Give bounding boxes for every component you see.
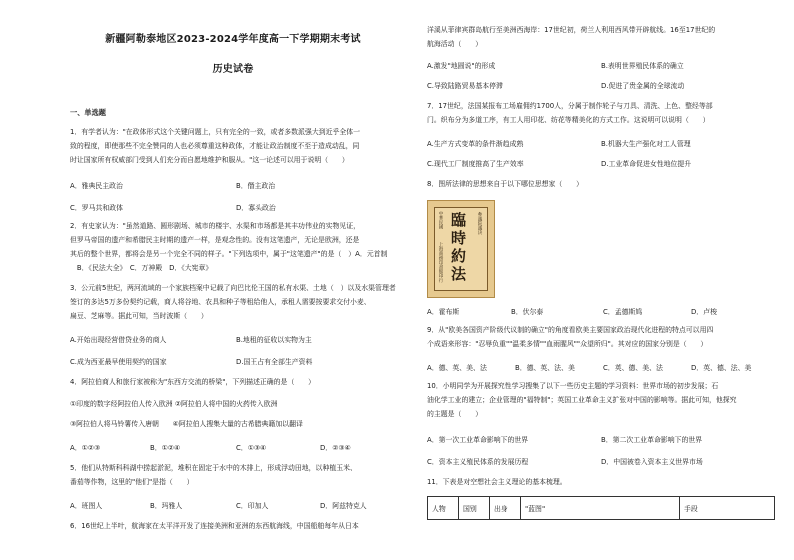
q11-table xyxy=(427,496,775,520)
q6-option-d[interactable]: D.促进了贵金属的全球流动 xyxy=(601,82,685,90)
q6-option-c[interactable]: C.导致陆路贸易基本停滞 xyxy=(427,82,503,90)
table-header-cell: 手段 xyxy=(680,497,775,520)
q5-option-a[interactable]: A．班图人 xyxy=(70,502,103,510)
q1-line: 时让国家所有权威部门受到人们充分而自愿地维护和服从。"这一论述可以用于说明（ ） xyxy=(70,156,349,164)
q1-option-c[interactable]: C．罗马共和政体 xyxy=(70,204,124,212)
q7-option-c[interactable]: C.现代工厂制度推高了生产效率 xyxy=(427,160,524,168)
q1-line: 1．有学者认为："在政体形式这个关键问题上，只有完全的一致，或者多数派强大到近乎全体一 xyxy=(70,128,361,136)
seal-side-text: 參議院議決 xyxy=(477,212,482,235)
q11-line: 11．下表是对空想社会主义理论的基本梳理。 xyxy=(427,478,567,486)
seal-char: 約 xyxy=(451,247,467,265)
q7-line: 7．17世纪，法国某报布工场雇佣约1700人，分属于制作轮子与刀具、清洗、上色、整经等部 xyxy=(427,102,713,110)
q3-line: 签订的多达5万多份契约记载，商人将谷地、农具和种子等租给他人，承租人需要按要求交付小麦、 xyxy=(70,298,371,306)
q9-option-b[interactable]: B．德、英、法、美 xyxy=(515,364,575,372)
q4-option-b[interactable]: B．①②④ xyxy=(150,444,181,452)
q3-option-b[interactable]: B.地租的征收以实物为主 xyxy=(236,336,312,344)
q2-line: B．《民法大全》 C．万神殿 D．《大宪章》 xyxy=(70,264,213,272)
q8-option-d[interactable]: D．卢梭 xyxy=(691,308,717,316)
q6-line: 洋溪从菲律宾群岛航行至美洲西海岸：17世纪初，荷兰人利用西风带开辟航线。16至17世纪的 xyxy=(427,26,716,34)
q6-option-a[interactable]: A.激发"地圆说"的形成 xyxy=(427,62,496,70)
q5-option-b[interactable]: B．玛雅人 xyxy=(150,502,183,510)
section-heading: 一、单选题 xyxy=(70,108,106,117)
exam-subtitle: 历史试卷 xyxy=(212,64,254,75)
q10-line: 油化学工业的建立；企业管理的"福特制"；英国工业革命主义扩张对中国的影响等。据此可知，他探究 xyxy=(427,396,737,404)
q8-line: 8．图所法律的思想来自于以下哪位思想家（ ） xyxy=(427,180,583,188)
exam-title: 新疆阿勒泰地区2023-2024学年度高一下学期期末考试 xyxy=(105,34,361,45)
q4-line: 4．阿拉伯商人和旅行家被称为"东西方交流的桥梁"，下列描述正确的是（ ） xyxy=(70,378,316,386)
q3-option-c[interactable]: C.成为西亚最早使用契约的国家 xyxy=(70,358,167,366)
q7-option-b[interactable]: B.机器大生产强化对工人管理 xyxy=(601,140,691,148)
q1-option-d[interactable]: D．寡头政治 xyxy=(236,204,276,212)
q4-option-a[interactable]: A．①②③ xyxy=(70,444,101,452)
q8-option-a[interactable]: A．霍布斯 xyxy=(427,308,460,316)
q8-option-b[interactable]: B．伏尔泰 xyxy=(511,308,544,316)
q3-option-d[interactable]: D.国王占有全部生产资料 xyxy=(236,358,313,366)
q7-option-a[interactable]: A.生产方式变革的条件渐趋成熟 xyxy=(427,140,524,148)
table-row xyxy=(428,497,775,520)
q1-option-a[interactable]: A．雅典民主政治 xyxy=(70,182,123,190)
q7-line: 门。织布分为多道工序，有工人用印花、纺花等精美化的方式工作。这说明可以说明（ ） xyxy=(427,116,710,124)
q10-option-b[interactable]: B．第二次工业革命影响下的世界 xyxy=(601,436,703,444)
q4-line: ①印度的数字经阿拉伯人传入欧洲 ②阿拉伯人将中国的火药传入欧洲 xyxy=(70,400,278,408)
seal-char: 法 xyxy=(451,265,467,283)
q9-option-d[interactable]: D．英、德、法、美 xyxy=(691,364,752,372)
seal-char: 臨 xyxy=(451,211,467,229)
q2-line: 其后的整个世界，都将会是另一个完全不同的样子。"下列选项中，属于"这笔遗产"的是（ ）A．元首制 xyxy=(70,250,388,258)
constitution-book-image xyxy=(427,200,495,298)
q7-option-d[interactable]: D.工业革命促进女性地位提升 xyxy=(601,160,692,168)
q6-line: 6．16世纪上半叶，航海家在太平洋开发了连接美洲和亚洲的东西航海线，中国船舶每年从日本 xyxy=(70,522,359,530)
q9-line: 个成语来形容："忍辱负重""温柔多情""血雨腥风""众望所归"。其对应的国家分别是（ ） xyxy=(427,340,708,348)
q5-option-c[interactable]: C．印加人 xyxy=(236,502,269,510)
q4-option-d[interactable]: D．②③④ xyxy=(320,444,351,452)
q1-line: 致的程度，即使那些不完全赞同的人也必须尊重这种政体，才能让政治制度不至于造成动乱，同 xyxy=(70,142,360,150)
q10-line: 10．小明同学为开展探究性学习搜集了以下一些历史主题的学习资料：世界市场的初步发展；石 xyxy=(427,382,719,390)
q10-option-a[interactable]: A．第一次工业革命影响下的世界 xyxy=(427,436,529,444)
q1-option-b[interactable]: B．僭主政治 xyxy=(236,182,276,190)
q5-line: 番茄等作物，这里的"他们"是指（ ） xyxy=(70,478,194,486)
q10-option-d[interactable]: D．中国被卷入资本主义世界市场 xyxy=(601,458,703,466)
table-header-cell: "蓝图" xyxy=(521,497,680,520)
q9-option-c[interactable]: C．英、德、美、法 xyxy=(603,364,663,372)
seal-small-text: 中華民國 xyxy=(438,211,443,229)
seal-char: 時 xyxy=(451,229,467,247)
q2-line: 2．有史家认为："虽然道路、圆形剧场、城市的楼宇、水渠和市场都是其丰功伟业的实物见证， xyxy=(70,222,361,230)
table-header-cell: 出身 xyxy=(490,497,521,520)
q4-option-c[interactable]: C．①③④ xyxy=(236,444,267,452)
seal-publisher-text: 上海商務印書館印行 xyxy=(438,242,443,283)
q10-line: 的主题是（ ） xyxy=(427,410,483,418)
q10-option-c[interactable]: C．资本主义殖民体系的发展历程 xyxy=(427,458,529,466)
q9-line: 9．从"欧美各国资产阶级代议制的确立"的角度看欧美主要国家政治现代化进程的特点可以用四 xyxy=(427,326,714,334)
q5-option-d[interactable]: D．阿兹特克人 xyxy=(320,502,367,510)
table-header-cell: 国别 xyxy=(459,497,490,520)
table-header-cell: 人物 xyxy=(428,497,459,520)
q8-option-c[interactable]: C．孟德斯鸠 xyxy=(603,308,643,316)
q3-line: 3．公元前5世纪，两河流域的一个家族档案中记载了向巴比伦王国的私有水渠、土地（ ）以及水渠管理者 xyxy=(70,284,396,292)
q5-line: 5．他们从特斯科科湖中捞起淤泥，堆积在固定于水中的木排上，形成浮动田地，以种植玉米、 xyxy=(70,464,357,472)
q9-option-a[interactable]: A．德、英、美、法 xyxy=(427,364,487,372)
q6-option-b[interactable]: B.表明世界殖民体系的确立 xyxy=(601,62,684,70)
q3-option-a[interactable]: A.开始出现经营借贷业务的商人 xyxy=(70,336,167,344)
q6-line: 航海活动（ ） xyxy=(427,40,483,48)
q2-line: 但罗马帝国的遗产和希腊民主时期的遗产一样，是观念性的。没有这笔遗产，无论是欧洲，还是 xyxy=(70,236,360,244)
q4-line: ③阿拉伯人将马铃薯传入唐朝 ④阿拉伯人搜集大量的古希腊典籍加以翻译 xyxy=(70,420,303,428)
q3-line: 扁豆、芝麻等。据此可知，当时波斯（ ） xyxy=(70,312,208,320)
